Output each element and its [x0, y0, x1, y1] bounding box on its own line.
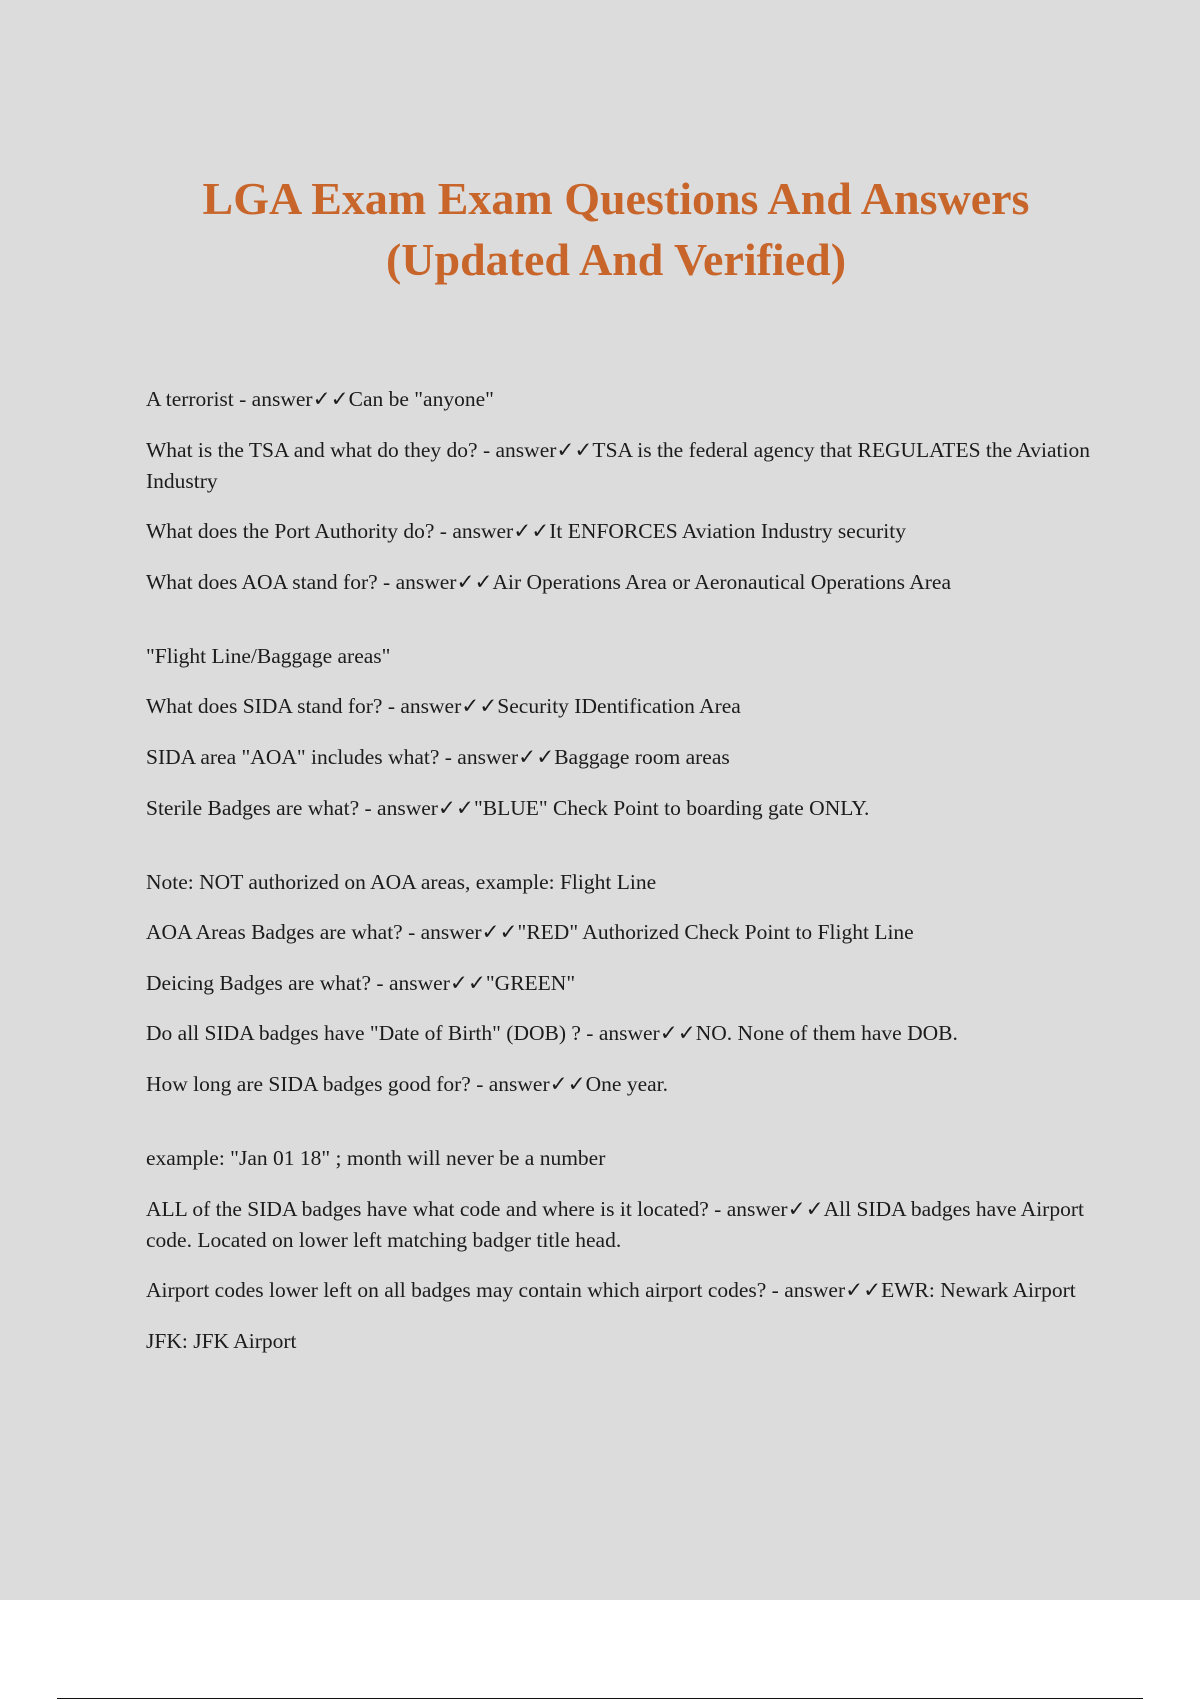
qa-paragraph-sida: What does SIDA stand for? - answer✓✓Security IDentification Area	[146, 694, 741, 719]
qa-paragraph-terrorist: A terrorist - answer✓✓Can be "anyone"	[146, 387, 494, 411]
qa-paragraph-example: example: "Jan 01 18" ; month will never be a number	[146, 1145, 606, 1170]
footer-divider	[57, 1698, 1143, 1699]
qa-paragraph-deicing-badges: Deicing Badges are what? - answer✓✓"GREEN"	[146, 970, 576, 995]
qa-paragraph-note: Note: NOT authorized on AOA areas, example: Flight Line	[146, 869, 657, 894]
qa-paragraph-tsa: What is the TSA and what do they do? - answer✓✓TSA is the federal agency that REGULATES the Aviation Industry	[146, 437, 1091, 493]
qa-content	[146, 384, 1096, 1376]
qa-paragraph-aoa-badges: AOA Areas Badges are what? - answer✓✓"RED" Authorized Check Point to Flight Line	[146, 920, 914, 945]
document-title	[0, 168, 1200, 290]
title-line-2: (Updated And Verified)	[385, 234, 847, 285]
qa-paragraph-dob: Do all SIDA badges have "Date of Birth" (DOB) ? - answer✓✓NO. None of them have DOB.	[146, 1021, 958, 1046]
qa-paragraph-flight-line: "Flight Line/Baggage areas"	[146, 643, 391, 668]
qa-paragraph-airport-codes: Airport codes lower left on all badges may contain which airport codes? - answer✓✓EWR: Newark Airport	[146, 1278, 1076, 1303]
qa-paragraph-aoa: What does AOA stand for? - answer✓✓Air Operations Area or Aeronautical Operations Area	[146, 569, 952, 594]
qa-paragraph-airport-code: ALL of the SIDA badges have what code and where is it located? - answer✓✓All SIDA badges have Airport code. Located on lower left matching badger title head.	[146, 1196, 1084, 1252]
qa-paragraph-sida-aoa: SIDA area "AOA" includes what? - answer✓✓Baggage room areas	[146, 744, 730, 769]
qa-paragraph-badge-validity: How long are SIDA badges good for? - answer✓✓One year.	[146, 1071, 669, 1096]
qa-paragraph-sterile-badges: Sterile Badges are what? - answer✓✓"BLUE" Check Point to boarding gate ONLY.	[146, 795, 870, 820]
qa-paragraph-jfk: JFK: JFK Airport	[146, 1328, 297, 1353]
title-line-1: LGA Exam Exam Questions And Answers	[202, 173, 1030, 224]
qa-paragraph-port-authority: What does the Port Authority do? - answer✓✓It ENFORCES Aviation Industry security	[146, 519, 906, 544]
